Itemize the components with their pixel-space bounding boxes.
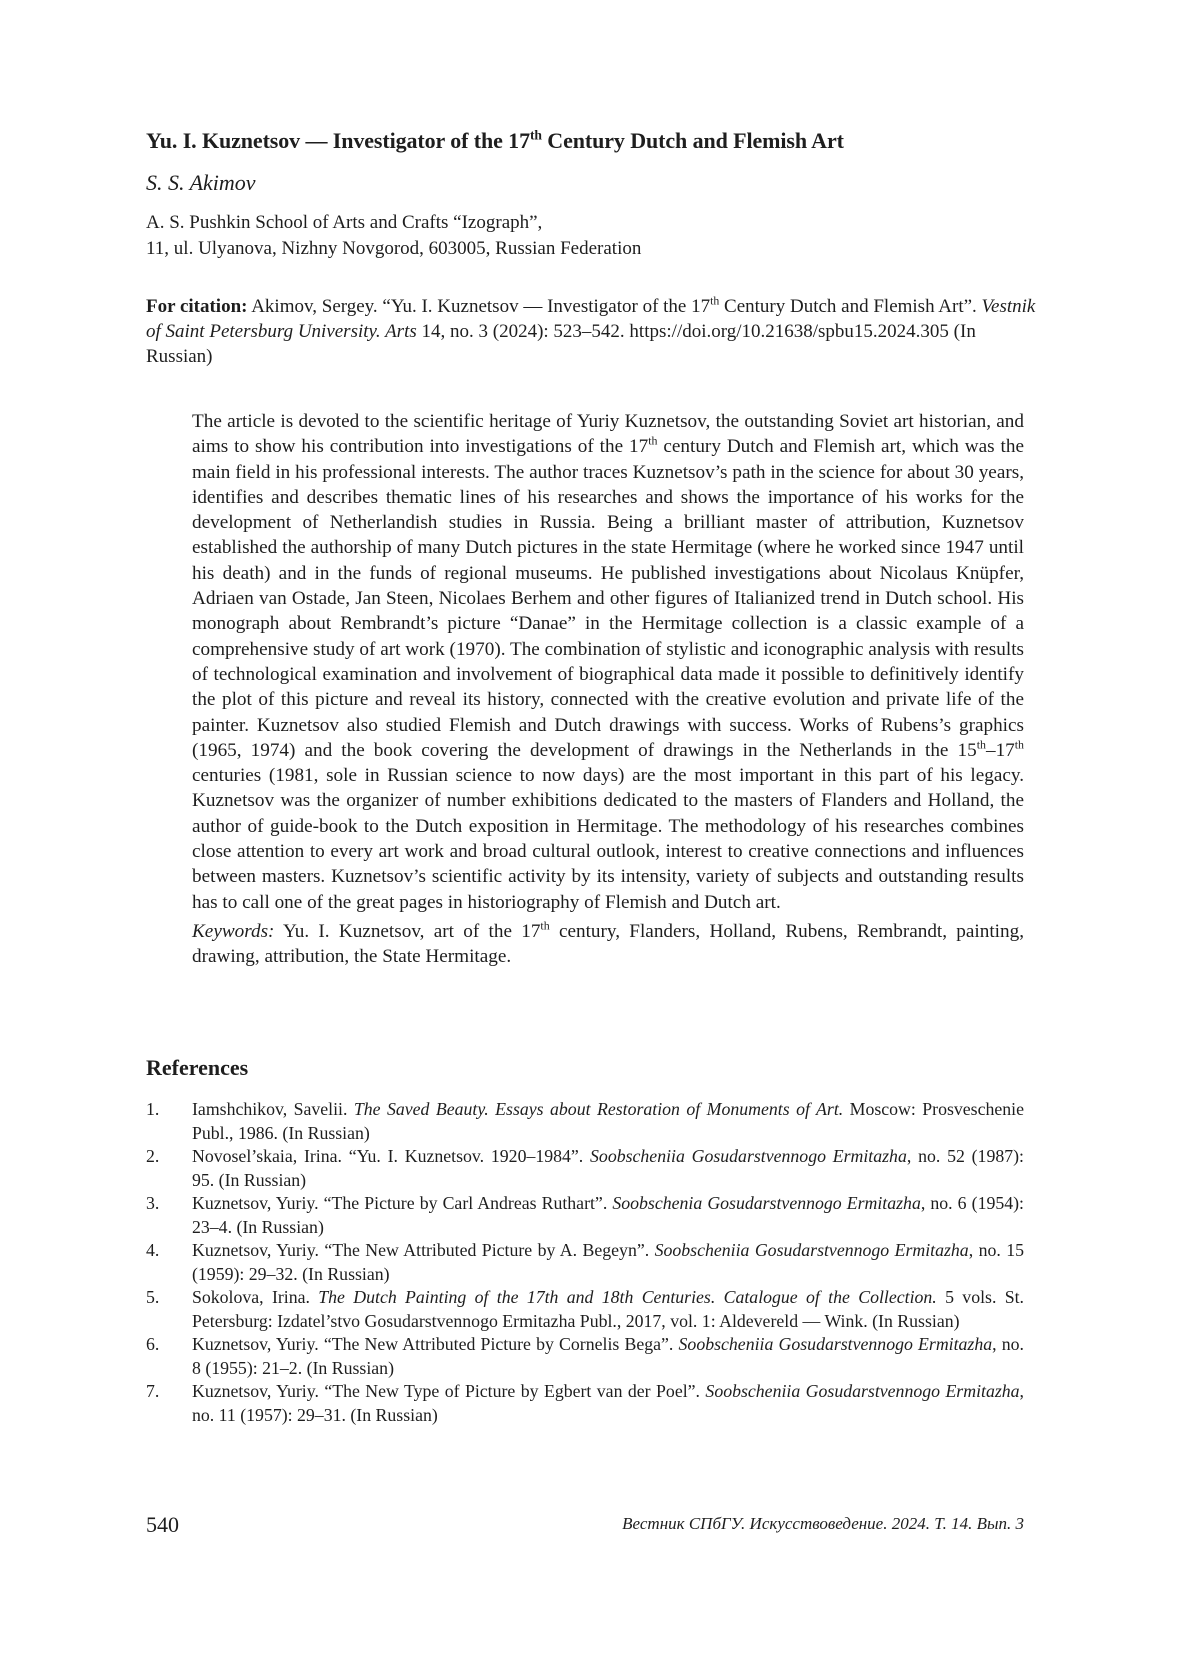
reference-text (192, 1380, 1024, 1427)
reference-author: Kuznetsov, Yuriy. “The New Type of Picture by Egbert van der Poel”. (192, 1381, 706, 1401)
title-text-end: Century Dutch and Flemish Art (541, 128, 844, 153)
reference-author: Sokolova, Irina. (192, 1287, 319, 1307)
reference-title: Soobscheniia Gosudarstvennogo Ermitazha (590, 1146, 907, 1166)
reference-text (192, 1145, 1024, 1192)
abstract-sup-3: th (1014, 737, 1024, 752)
abstract (192, 409, 1024, 970)
keywords-superscript: th (540, 918, 550, 933)
affiliation-line-1: A. S. Pushkin School of Arts and Crafts “Izograph”, (146, 212, 543, 233)
reference-details: , no. 15 (1959): 29–32. (In Russian) (192, 1240, 1024, 1284)
page-number: 540 (146, 1512, 179, 1537)
abstract-sup-2: th (976, 737, 986, 752)
affiliation (146, 210, 1046, 262)
abstract-text-4: centuries (1981, sole in Russian science to now days) are the most important in this part of his legacy. Kuznetsov was the organizer of number exhibitions dedicated to the masters of Flanders and Holland, the author of guide-book to the Dutch exposition in Hermitage. The methodology of his researches combines close attention to every art work and broad cultural outlook, interest to creative connections and influences between masters. Kuznetsov’s scientific activity by its intensity, variety of subjects and outstanding results has to call one of the great pages in historiography of Flemish and Dutch art. (192, 765, 1024, 913)
article-author: S. S. Akimov (146, 170, 256, 195)
reference-title: The Dutch Painting of the 17th and 18th Centuries. Catalogue of the Collection. (318, 1287, 937, 1307)
references-heading: References (146, 1055, 249, 1080)
reference-details: Moscow: Prosveschenie Publ., 1986. (In Russian) (192, 1099, 1024, 1143)
reference-text (192, 1333, 1024, 1380)
keywords-text: Yu. I. Kuznetsov, art of the 17 (274, 920, 541, 942)
reference-number: 5. (146, 1287, 160, 1307)
citation-journal: Vestnik of Saint Petersburg University. Arts (146, 296, 1036, 342)
reference-author: Kuznetsov, Yuriy. “The New Attributed Picture by Cornelis Bega”. (192, 1334, 679, 1354)
references-list (146, 1098, 1024, 1427)
reference-text (192, 1192, 1024, 1239)
reference-number: 6. (146, 1334, 160, 1354)
reference-title: Soobscheniia Gosudarstvennogo Ermitazha (705, 1381, 1020, 1401)
reference-author: Iamshchikov, Savelii. (192, 1099, 354, 1119)
abstract-text-2: century Dutch and Flemish art, which was the main field in his professional interests. The author traces Kuznetsov’s path in the science for about 30 years, identifies and describes thematic lines of his researches and shows the importance of his works for the development of Netherlandish studies in Russia. Being a brilliant master of attribution, Kuznetsov established the authorship of many Dutch pictures in the state Hermitage (where he worked since 1947 until his death) and in the funds of regional museums. He published investigations about Nicolaus Knüpfer, Adriaen van Ostade, Jan Steen, Nicolaes Berhem and other figures of Italianized trend in Dutch school. His monograph about Rembrandt’s picture “Danae” in the Hermitage collection is a classic example of a comprehensive study of art work (1970). The combination of stylistic and iconographic analysis with results of technological examination and involvement of biographical data made it possible to definitively identify the plot of this picture and reveal its history, connected with the creative evolution and private life of the painter. Kuznetsov also studied Flemish and Dutch drawings with success. Works of Rubens’s graphics (1965, 1974) and the book covering the development of drawings in the Netherlands in the 15 (192, 436, 1024, 761)
citation-text: Akimov, Sergey. “Yu. I. Kuznetsov — Investigator of the 17 (247, 296, 711, 317)
reference-number: 1. (146, 1099, 160, 1119)
reference-text (192, 1239, 1024, 1286)
reference-author: Kuznetsov, Yuriy. “The Picture by Carl Andreas Ruthart”. (192, 1193, 613, 1213)
reference-details: , no. 6 (1954): 23–4. (In Russian) (192, 1193, 1024, 1237)
citation (146, 294, 1036, 369)
reference-title: Soobscheniia Gosudarstvennogo Ermitazha (654, 1240, 969, 1260)
running-footer-journal: Вестник СПбГУ. Искусствоведение. 2024. Т. 14. Вып. 3 (622, 1514, 1024, 1533)
reference-number: 7. (146, 1381, 160, 1401)
reference-item (146, 1333, 1024, 1380)
reference-author: Kuznetsov, Yuriy. “The New Attributed Picture by A. Begeyn”. (192, 1240, 655, 1260)
reference-item (146, 1145, 1024, 1192)
reference-item (146, 1286, 1024, 1333)
citation-superscript: th (710, 294, 720, 308)
reference-text (192, 1286, 1024, 1333)
citation-text-2: Century Dutch and Flemish Art”. (719, 296, 982, 317)
reference-title: The Saved Beauty. Essays about Restoration of Monuments of Art. (353, 1099, 844, 1119)
reference-number: 2. (146, 1146, 160, 1166)
reference-number: 4. (146, 1240, 160, 1260)
reference-author: Novosel’skaia, Irina. “Yu. I. Kuznetsov. 1920–1984”. (192, 1146, 591, 1166)
abstract-paragraph (192, 409, 1024, 915)
title-superscript: th (529, 127, 542, 143)
keywords (192, 919, 1024, 970)
abstract-text-3: –17 (985, 739, 1015, 761)
reference-item (146, 1192, 1024, 1239)
reference-title: Soobscheniia Gosudarstvennogo Ermitazha (678, 1334, 993, 1354)
reference-item (146, 1380, 1024, 1427)
reference-details: , no. 52 (1987): 95. (In Russian) (192, 1146, 1024, 1190)
abstract-text-1: The article is devoted to the scientific heritage of Yuriy Kuznetsov, the outstanding Soviet art historian, and aims to show his contribution into investigations of the 17 (192, 411, 1024, 458)
citation-text-3: 14, no. 3 (2024): 523–542. https://doi.org/10.21638/spbu15.2024.305 (In Russian) (146, 321, 976, 367)
reference-text (192, 1098, 1024, 1145)
reference-number: 3. (146, 1193, 160, 1213)
keywords-text-2: century, Flanders, Holland, Rubens, Rembrandt, painting, drawing, attribution, the State Hermitage. (192, 920, 1024, 968)
reference-details: 5 vols. St. Petersburg: Izdatel’stvo Gosudarstvennogo Ermitazha Publ., 2017, vol. 1: Aldevereld — Wink. (In Russian) (192, 1287, 1024, 1331)
title-text: Yu. I. Kuznetsov — Investigator of the 17 (146, 128, 530, 153)
reference-item (146, 1098, 1024, 1145)
reference-item (146, 1239, 1024, 1286)
citation-label: For citation: (146, 296, 248, 317)
affiliation-line-2: 11, ul. Ulyanova, Nizhny Novgorod, 603005, Russian Federation (146, 238, 642, 259)
reference-title: Soobschenia Gosudarstvennogo Ermitazha (612, 1193, 921, 1213)
reference-details: , no. 8 (1955): 21–2. (In Russian) (192, 1334, 1024, 1378)
abstract-sup-1: th (648, 433, 658, 448)
reference-details: , no. 11 (1957): 29–31. (In Russian) (192, 1381, 1024, 1425)
keywords-label: Keywords: (192, 920, 275, 942)
article-title (146, 128, 1046, 154)
